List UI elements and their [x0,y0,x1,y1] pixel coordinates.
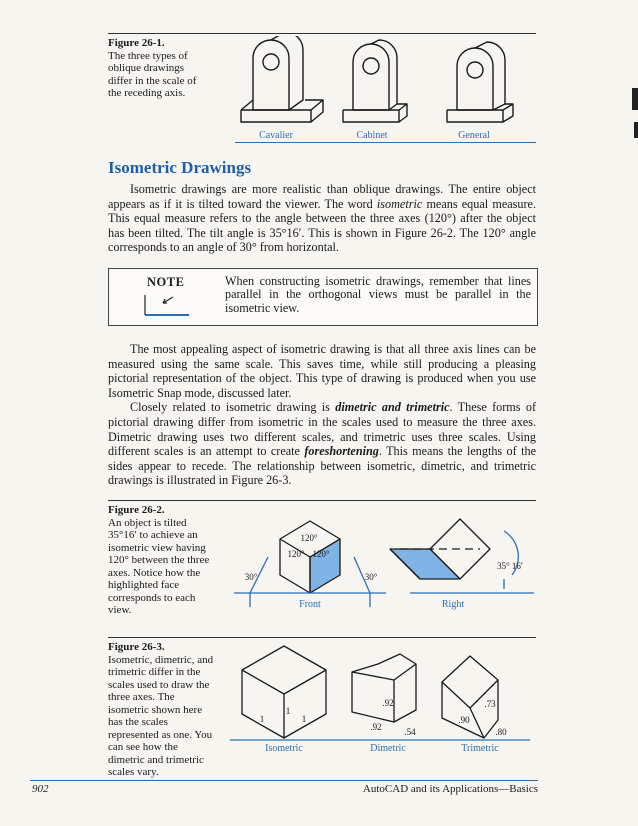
paragraph-3-text: Closely related to isometric drawing is dimetric and trimetric. These forms of pictorial drawing differ from isometric in the scales used to measure the three axes. Dimetric drawing uses two different scales, and trimetric uses three scales. Using different scales is an attempt to create foreshortening. This means the lengths of the sides appear to recede. The relationship between isometric, dimetric, and trimetric drawings is illustrated in Figure 26-3. [108,400,537,488]
highlighted-face [310,539,340,593]
angle-120-top: 120° [300,533,318,543]
note-label: NOTE [147,275,185,289]
note-text: When constructing isometric drawings, remember that lines parallel in the orthogonal views must be parallel in the isometric view. [225,274,531,315]
paragraph-2-text: The most appealing aspect of isometric drawing is that all three axis lines can be measured using the same scale. This saves time, while still producing a pleasing pictorial representation of the object. This type of drawing is produced when you use Isometric Snap mode, discussed later. [108,342,536,400]
iso-scale-center: 1 [285,706,291,716]
figure-3-caption [108,641,214,779]
dim-scale-bottom: .92 [370,722,382,732]
book-title: AutoCAD and its Applications—Basics [362,783,538,795]
figure-1-caption-text: The three types of oblique drawings differ in the scale of the receding axis. [108,49,197,99]
paragraphs-2-3 [108,342,536,488]
iso-scale-left: 1 [259,714,265,724]
iso-scale-right: 1 [301,714,307,724]
general-object [447,42,513,122]
oblique-drawings-illustration [235,36,535,132]
cabinet-label: Cabinet [356,130,388,141]
general-label: General [458,130,490,141]
paragraph-1 [108,182,536,255]
figure-2-caption-text: An object is tilted 35°16′ to achieve an isometric view having 120° between the three axes. Notice how the highlighted face corresponds to each view. [108,516,210,616]
tri-scale-top: .73 [484,699,496,709]
cavalier-label: Cavalier [259,130,293,141]
dim-scale-top: .92 [382,698,394,708]
figure-3-caption-text: Isometric, dimetric, and trimetric differ in the scales used to draw the three axes. The isometric shown here has the scales represented as one. You can see how the dimetric and trimetric scales vary. [108,653,214,778]
figure-3-title: Figure 26-3. [108,641,165,653]
front-label: Front [299,599,321,610]
dimetric-label: Dimetric [370,743,406,754]
edge-mark [634,122,638,138]
angle-120-right: 120° [312,549,330,559]
tri-scale-bottom: .80 [495,727,507,737]
figure-2-caption [108,504,218,617]
angle-30-left: 30° [244,572,258,582]
figure-1-title: Figure 26-1. [108,37,165,49]
trimetric-label: Trimetric [461,743,499,754]
tri-scale-left: .90 [458,715,470,725]
edge-mark [632,88,638,110]
note-box [108,268,538,326]
note-pencil-icon [143,291,191,317]
cabinet-object [343,40,407,122]
figure-1-caption [108,37,204,100]
isometric-tilt-illustration [230,505,538,615]
angle-120-left: 120° [287,549,305,559]
isometric-label: Isometric [265,743,303,754]
tilt-angle-label: 35° 16′ [497,561,523,571]
right-label: Right [441,599,465,610]
figure-1-rule [108,33,536,34]
page-number: 902 [32,783,49,795]
cavalier-object [241,36,323,122]
figure-2-title: Figure 26-2. [108,504,165,516]
figure-2-rule [108,500,536,501]
paragraph-1-text: Isometric drawings are more realistic than oblique drawings. The entire object appears as if it is tilted toward the viewer. The word isometric means equal measure. This equal measure refers to the angle between the three axes (120°) after the object has been tilted. The tilt angle is 35°16′. This is shown in Figure 26-2. The 120° angle corresponds to an angle of 30° from horizontal. [108,182,536,255]
figure-3-rule [108,637,536,638]
section-heading: Isometric Drawings [108,158,252,177]
figure-1-bottom-rule [235,142,536,143]
footer-rule [30,780,538,781]
angle-30-right: 30° [364,572,378,582]
dim-scale-side: .54 [404,727,416,737]
